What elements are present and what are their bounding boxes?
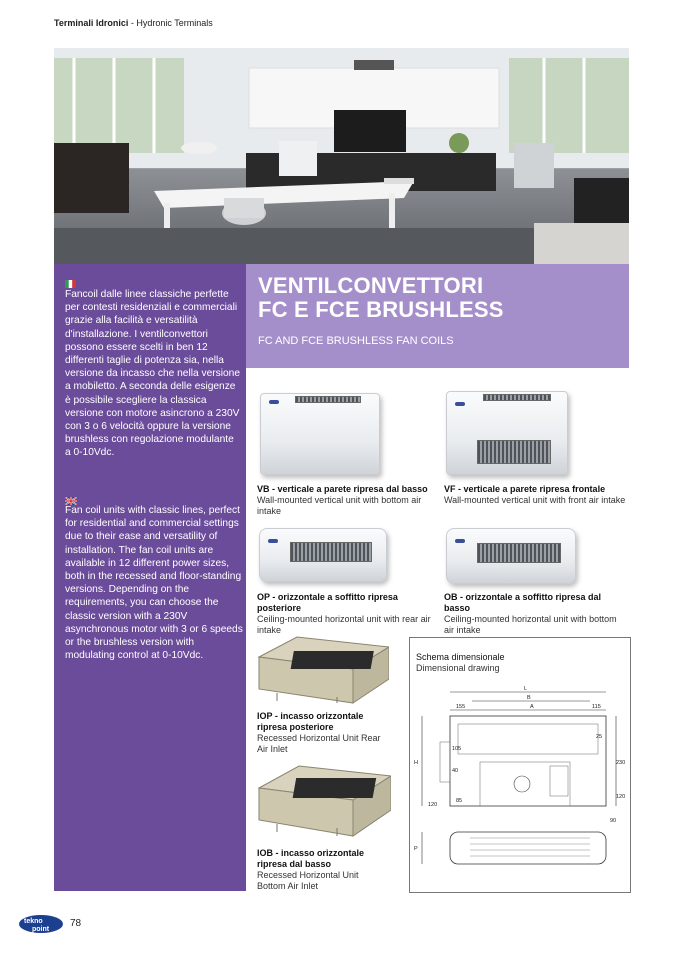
description-column: [54, 264, 246, 891]
schema-title: [416, 652, 505, 674]
page-header: [54, 18, 213, 28]
title-line-1: VENTILCONVETTORI: [258, 273, 484, 298]
caption-iob-it: IOB - incasso orizzontale ripresa dal basso: [257, 848, 365, 869]
subtitle: FC AND FCE BRUSHLESS FAN COILS: [258, 335, 454, 347]
schema-title-en: Dimensional drawing: [416, 663, 500, 673]
dim-B: B: [527, 695, 531, 701]
dim-A: A: [530, 704, 534, 710]
schema-title-it: Schema dimensionale: [416, 652, 505, 662]
caption-vb-it: VB - verticale a parete ripresa dal basso: [257, 484, 428, 494]
outlet-grille: [477, 543, 561, 563]
title-line-2: FC E FCE BRUSHLESS: [258, 297, 504, 322]
title-box: [246, 264, 629, 368]
caption-ob: [444, 592, 629, 636]
page-number: 78: [70, 918, 82, 929]
op-unit-image: [259, 528, 387, 582]
brand-badge-icon: [268, 539, 278, 543]
header-separator: -: [128, 18, 137, 28]
main-title: [258, 274, 504, 322]
dim-25: 25: [596, 734, 603, 740]
dim-120a: 120: [428, 802, 438, 808]
outlet-grille: [290, 542, 372, 562]
caption-vf-it: VF - verticale a parete ripresa frontale: [444, 484, 606, 494]
caption-vb-en: Wall-mounted vertical unit with bottom air intake: [257, 495, 422, 516]
dim-230: 230: [616, 760, 626, 766]
section-title-en: Hydronic Terminals: [136, 18, 213, 28]
top-grille: [483, 394, 551, 401]
front-grille: [477, 440, 551, 464]
vb-unit-image: [260, 393, 380, 475]
section-title-it: Terminali Idronici: [54, 18, 129, 28]
top-grille: [295, 396, 361, 403]
dimension-drawing: [410, 682, 630, 892]
dim-40: 40: [452, 768, 459, 774]
caption-vf-en: Wall-mounted vertical unit with front air intake: [444, 495, 626, 505]
caption-op-en: Ceiling-mounted horizontal unit with rear air intake: [257, 614, 431, 635]
caption-iob-en: Recessed Horizontal Unit Bottom Air Inlet: [257, 870, 359, 891]
uk-flag-icon: [65, 492, 77, 500]
logo-text-top: tekno: [24, 918, 43, 925]
caption-op-it: OP - orizzontale a soffitto ripresa posteriore: [257, 592, 398, 613]
description-english: Fan coil units with classic lines, perfect for residential and commercial settings due to their ease and versatility of installation. The fan coil units are available in 12 different power sizes, both in the recessed and floor-standing versions. Depending on the requirements, you can choose the classic version with a 230V asynchronous motor with 3 or 6 speeds or the brushless version with modulating control at 0-10Vdc.: [65, 505, 243, 662]
ob-unit-image: [446, 528, 576, 584]
caption-op: [257, 592, 437, 636]
caption-iop-it: IOP - incasso orizzontale ripresa posteriore: [257, 711, 364, 732]
description-italian: Fancoil dalle linee classiche perfette per contesti residenziali e commerciali grazie alla facilità e versatilità d'installazione. I ventilconvettori possono essere scelti in ben 12 differenti taglie di potenza sia, nella versione da incasso che nella versione a mobiletto. A seconda delle esigenze è possibile scegliere la classica versione con motore asincrono a 230V con 3 o 6 velocità oppure la versione brushless con regolazione modulante a 0-10Vdc.: [65, 289, 240, 459]
caption-vb: [257, 484, 437, 517]
iob-unit-image: [257, 762, 391, 838]
dim-90: 90: [610, 818, 617, 824]
vf-unit-image: [446, 391, 568, 475]
brand-badge-icon: [269, 400, 279, 404]
brand-badge-icon: [455, 402, 465, 406]
caption-vf: [444, 484, 629, 506]
office-illustration: [54, 48, 629, 264]
dim-155: 155: [456, 704, 466, 710]
brand-badge-icon: [455, 539, 465, 543]
caption-ob-en: Ceiling-mounted horizontal unit with bottom air intake: [444, 614, 617, 635]
dim-120b: 120: [616, 794, 626, 800]
caption-iob: [257, 848, 387, 892]
logo-text-bottom: point: [32, 926, 50, 933]
caption-iop: [257, 711, 387, 755]
dim-L: L: [524, 686, 528, 692]
teknopoint-logo: [18, 913, 64, 940]
dim-H: H: [414, 760, 418, 766]
dim-P: P: [414, 846, 418, 852]
hero-office-photo: [54, 48, 629, 264]
dim-105: 105: [452, 746, 462, 752]
dim-115: 115: [592, 704, 601, 710]
iop-unit-image: [257, 633, 389, 705]
dimensional-drawing-box: [409, 637, 631, 893]
caption-iop-en: Recessed Horizontal Unit Rear Air Inlet: [257, 733, 381, 754]
dim-85: 85: [456, 798, 463, 804]
caption-ob-it: OB - orizzontale a soffitto ripresa dal basso: [444, 592, 602, 613]
italian-flag-icon: [65, 275, 76, 283]
